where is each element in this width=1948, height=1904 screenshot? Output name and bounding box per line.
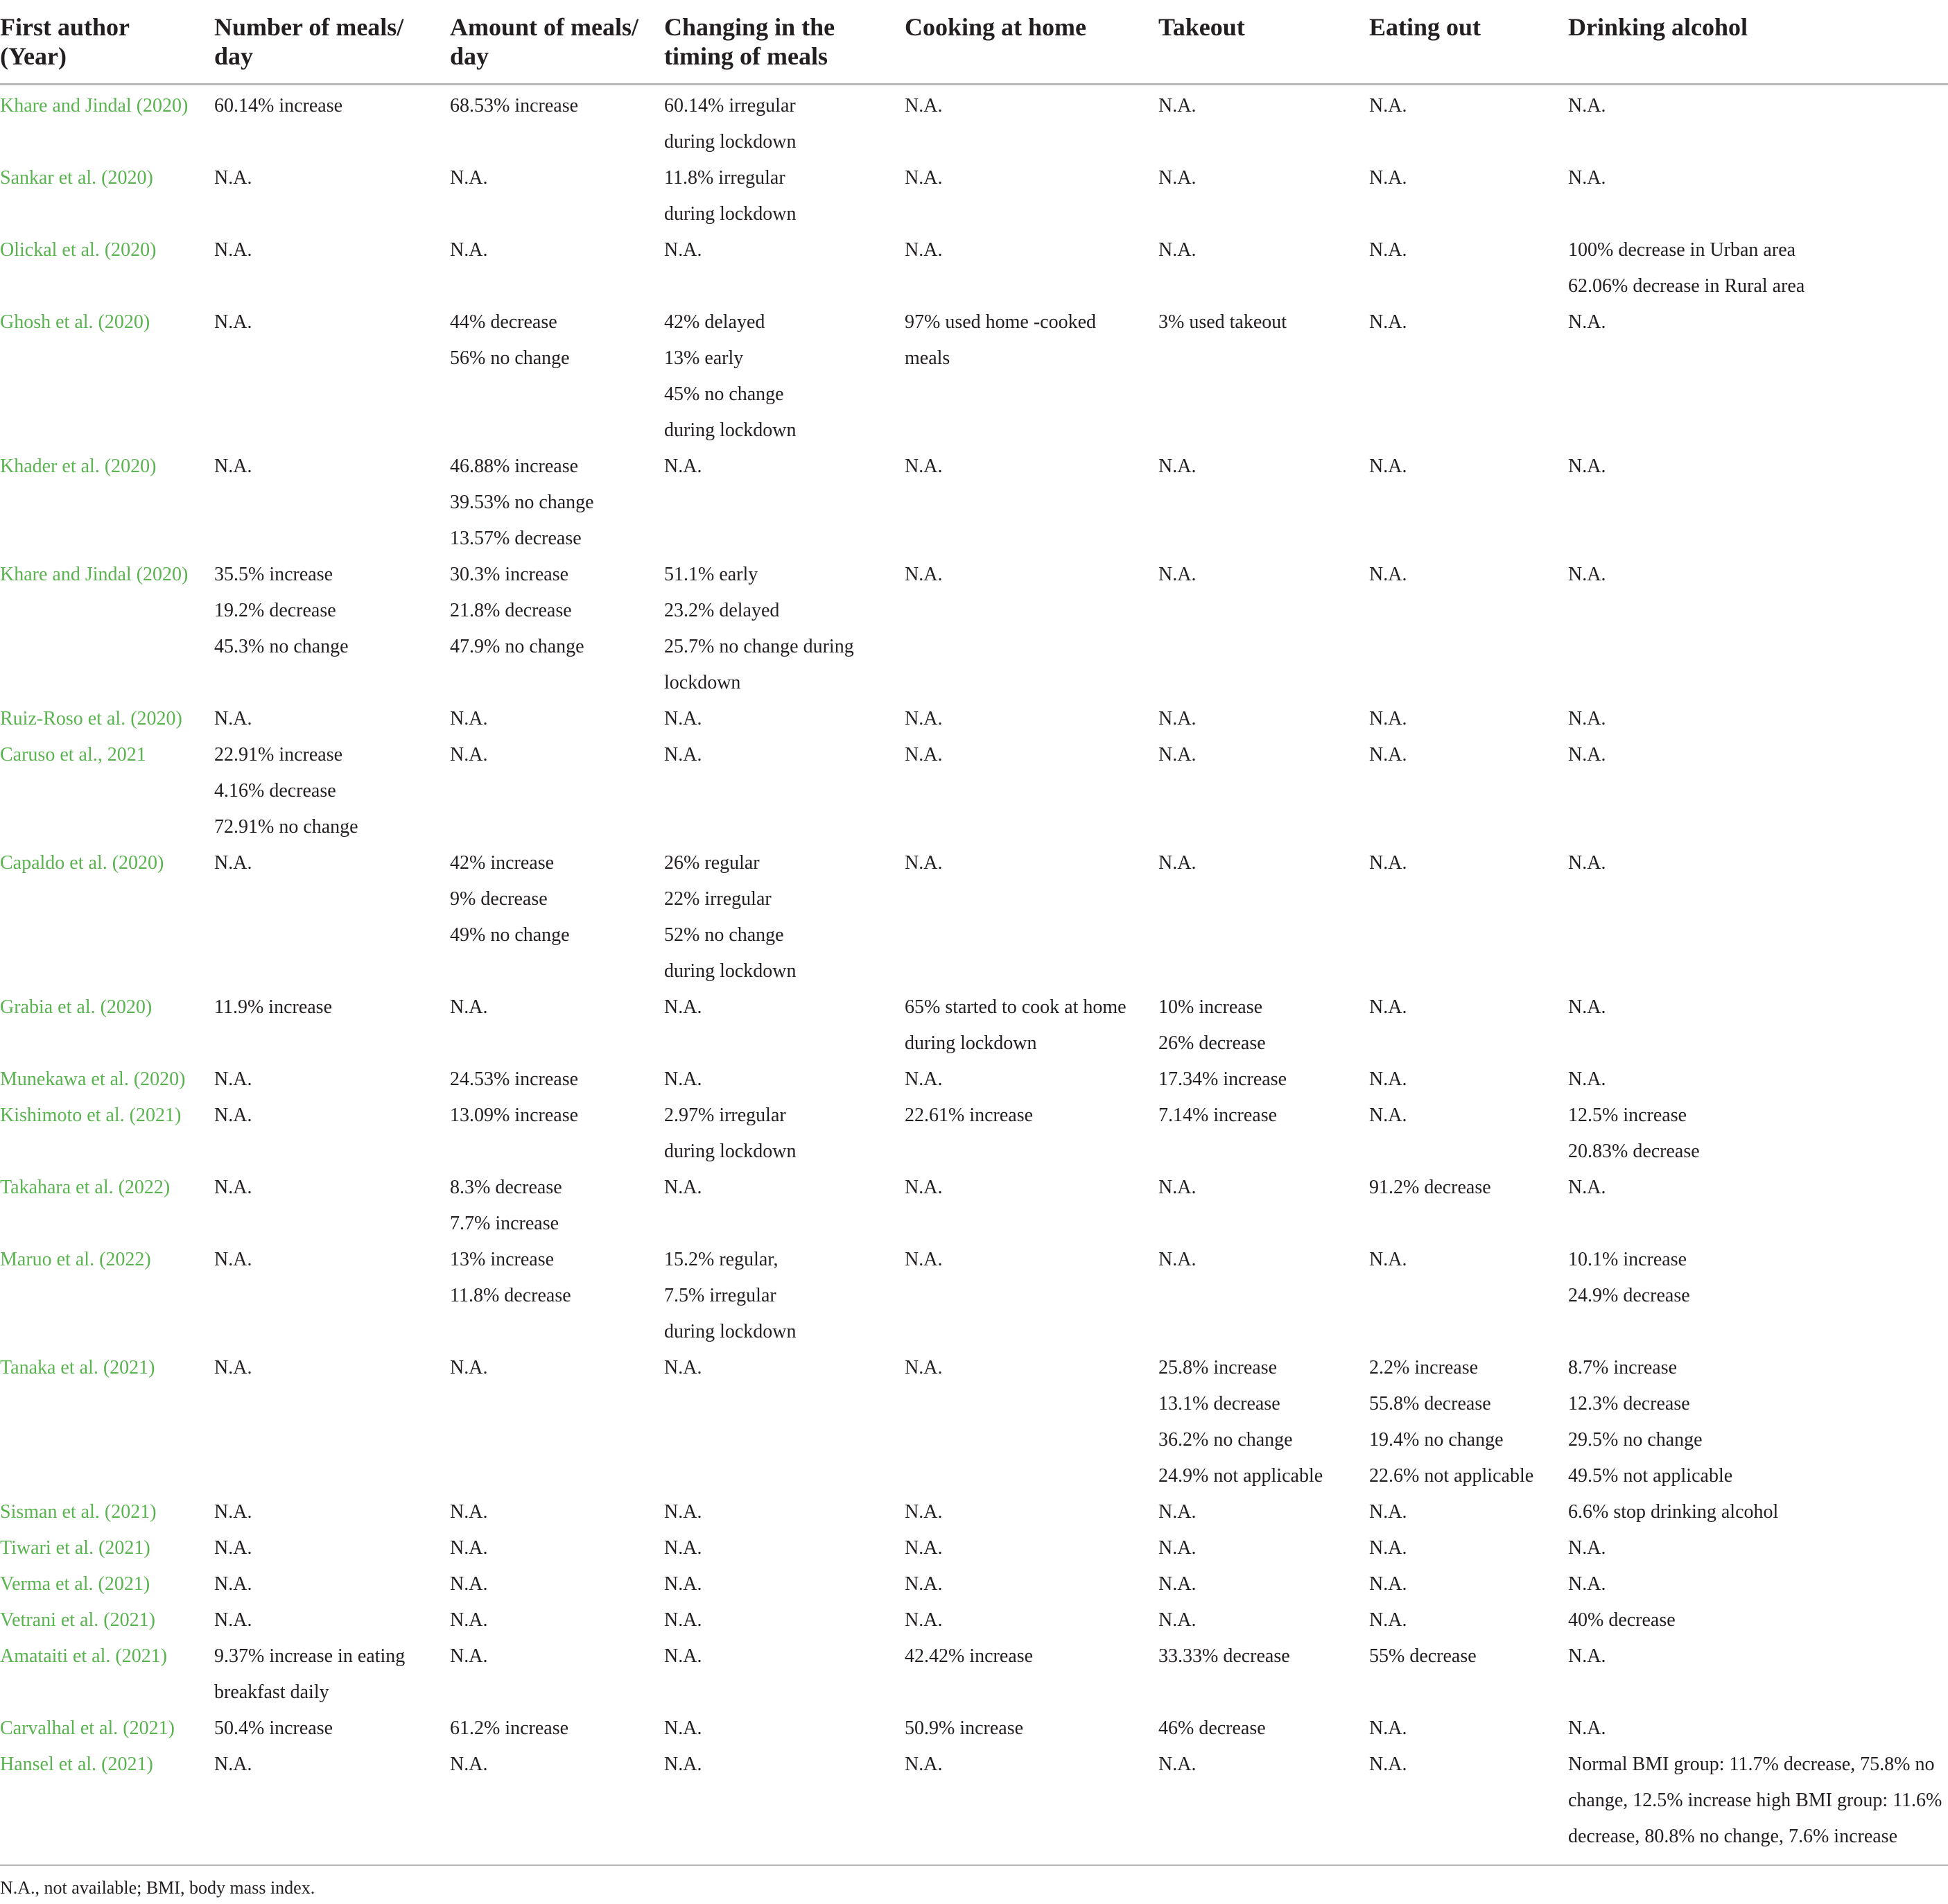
table-row — [0, 1170, 1948, 1242]
cell-timing-of-meals: 42% delayed 13% early 45% no change during lockdown — [664, 311, 797, 441]
cell-takeout: 33.33% decrease — [1158, 1645, 1290, 1667]
cell-number-of-meals: N.A. — [214, 239, 252, 261]
cell-eating-out: N.A. — [1369, 744, 1407, 765]
cell-eating-out: N.A. — [1369, 311, 1407, 333]
cell-drinking-alcohol: 40% decrease — [1568, 1609, 1676, 1631]
cell-number-of-meals: N.A. — [214, 1068, 252, 1090]
cell-cooking-at-home: 50.9% increase — [905, 1717, 1024, 1739]
cell-eating-out: N.A. — [1369, 852, 1407, 874]
cell-takeout: 10% increase 26% decrease — [1158, 996, 1266, 1054]
cell-amount-of-meals: N.A. — [450, 996, 488, 1018]
cell-amount-of-meals: 44% decrease 56% no change — [450, 311, 570, 369]
cell-drinking-alcohol: N.A. — [1568, 996, 1606, 1018]
cell-drinking-alcohol: Normal BMI group: 11.7% decrease, 75.8% no change, 12.5% increase high BMI group: 11.6% decrease, 80.8% no change, 7.6% increase — [1568, 1754, 1942, 1847]
cell-timing-of-meals: 26% regular 22% irregular 52% no change during lockdown — [664, 852, 797, 982]
cell-drinking-alcohol: 8.7% increase 12.3% decrease 29.5% no change 49.5% not applicable — [1568, 1357, 1733, 1487]
cell-first-author[interactable]: Caruso et al., 2021 — [0, 744, 146, 765]
cell-eating-out: N.A. — [1369, 1754, 1407, 1775]
table-row — [0, 1602, 1948, 1638]
cell-amount-of-meals: N.A. — [450, 1501, 488, 1523]
cell-first-author[interactable]: Sankar et al. (2020) — [0, 167, 153, 189]
cell-first-author[interactable]: Grabia et al. (2020) — [0, 996, 153, 1018]
cell-number-of-meals: N.A. — [214, 1573, 252, 1595]
table-row — [0, 160, 1948, 232]
cell-amount-of-meals: 61.2% increase — [450, 1717, 569, 1739]
cell-timing-of-meals: N.A. — [664, 1501, 702, 1523]
cell-eating-out: N.A. — [1369, 996, 1407, 1018]
table-row — [0, 737, 1948, 845]
cell-first-author[interactable]: Vetrani et al. (2021) — [0, 1609, 155, 1631]
cell-amount-of-meals: 42% increase 9% decrease 49% no change — [450, 852, 570, 946]
cell-amount-of-meals: 13% increase 11.8% decrease — [450, 1249, 571, 1306]
table-header-row — [0, 0, 1948, 85]
cell-takeout: 3% used takeout — [1158, 311, 1287, 333]
cell-first-author[interactable]: Capaldo et al. (2020) — [0, 852, 164, 874]
cell-first-author[interactable]: Hansel et al. (2021) — [0, 1754, 153, 1775]
cell-timing-of-meals: N.A. — [664, 1068, 702, 1090]
cell-number-of-meals: N.A. — [214, 1609, 252, 1631]
cell-number-of-meals: N.A. — [214, 167, 252, 189]
cell-drinking-alcohol: N.A. — [1568, 95, 1606, 116]
cell-cooking-at-home: N.A. — [905, 1177, 943, 1198]
cell-eating-out: N.A. — [1369, 1501, 1407, 1523]
cell-timing-of-meals: N.A. — [664, 456, 702, 477]
cell-amount-of-meals: 30.3% increase 21.8% decrease 47.9% no change — [450, 564, 584, 657]
table-footnote: N.A., not available; BMI, body mass index. — [0, 1878, 315, 1898]
cell-first-author[interactable]: Verma et al. (2021) — [0, 1573, 150, 1595]
cell-timing-of-meals: N.A. — [664, 1177, 702, 1198]
cell-eating-out: N.A. — [1369, 239, 1407, 261]
table-row — [0, 232, 1948, 304]
cell-number-of-meals: N.A. — [214, 852, 252, 874]
header-eating-out: Eating out — [1369, 0, 1568, 85]
cell-drinking-alcohol: N.A. — [1568, 564, 1606, 585]
cell-eating-out: 2.2% increase 55.8% decrease 19.4% no change 22.6% not applicable — [1369, 1357, 1534, 1487]
cell-number-of-meals: 11.9% increase — [214, 996, 332, 1018]
cell-cooking-at-home: N.A. — [905, 1573, 943, 1595]
cell-eating-out: N.A. — [1369, 708, 1407, 729]
cell-timing-of-meals: N.A. — [664, 1573, 702, 1595]
cell-number-of-meals: 22.91% increase 4.16% decrease 72.91% no change — [214, 744, 358, 838]
cell-cooking-at-home: N.A. — [905, 1068, 943, 1090]
cell-takeout: N.A. — [1158, 95, 1197, 116]
header-timing-of-meals: Changing in the timing of meals — [664, 0, 905, 85]
cell-eating-out: N.A. — [1369, 1717, 1407, 1739]
table-row — [0, 557, 1948, 701]
cell-eating-out: 91.2% decrease — [1369, 1177, 1491, 1198]
cell-eating-out: N.A. — [1369, 1105, 1407, 1126]
cell-timing-of-meals: N.A. — [664, 1609, 702, 1631]
cell-timing-of-meals: N.A. — [664, 996, 702, 1018]
cell-cooking-at-home: N.A. — [905, 456, 943, 477]
cell-number-of-meals: N.A. — [214, 1249, 252, 1270]
cell-takeout: N.A. — [1158, 1177, 1197, 1198]
cell-first-author[interactable]: Khare and Jindal (2020) — [0, 564, 189, 585]
cell-amount-of-meals: N.A. — [450, 167, 488, 189]
cell-cooking-at-home: N.A. — [905, 1609, 943, 1631]
cell-first-author[interactable]: Takahara et al. (2022) — [0, 1177, 171, 1198]
cell-drinking-alcohol: N.A. — [1568, 1537, 1606, 1559]
table-row — [0, 1530, 1948, 1566]
cell-timing-of-meals: N.A. — [664, 708, 702, 729]
cell-drinking-alcohol: N.A. — [1568, 744, 1606, 765]
cell-first-author[interactable]: Sisman et al. (2021) — [0, 1501, 157, 1523]
cell-amount-of-meals: 46.88% increase 39.53% no change 13.57% decrease — [450, 456, 594, 549]
table-row — [0, 1638, 1948, 1711]
cell-cooking-at-home: N.A. — [905, 1754, 943, 1775]
table-row — [0, 1242, 1948, 1350]
cell-timing-of-meals: N.A. — [664, 1717, 702, 1739]
cell-takeout: N.A. — [1158, 239, 1197, 261]
cell-timing-of-meals: N.A. — [664, 1754, 702, 1775]
cell-first-author[interactable]: Khader et al. (2020) — [0, 456, 157, 477]
cell-takeout: 46% decrease — [1158, 1717, 1266, 1739]
cell-cooking-at-home: N.A. — [905, 852, 943, 874]
cell-number-of-meals: 9.37% increase in eating breakfast daily — [214, 1645, 406, 1703]
cell-cooking-at-home: N.A. — [905, 1537, 943, 1559]
cell-timing-of-meals: 15.2% regular, 7.5% irregular during lockdown — [664, 1249, 797, 1342]
cell-number-of-meals: N.A. — [214, 311, 252, 333]
cell-takeout: 17.34% increase — [1158, 1068, 1287, 1090]
cell-drinking-alcohol: N.A. — [1568, 167, 1606, 189]
cell-drinking-alcohol: N.A. — [1568, 708, 1606, 729]
cell-number-of-meals: N.A. — [214, 1105, 252, 1126]
cell-timing-of-meals: N.A. — [664, 1537, 702, 1559]
cell-first-author[interactable]: Khare and Jindal (2020) — [0, 95, 189, 116]
cell-first-author[interactable]: Ruiz-Roso et al. (2020) — [0, 708, 182, 729]
cell-timing-of-meals: 51.1% early 23.2% delayed 25.7% no change during lockdown — [664, 564, 854, 693]
cell-number-of-meals: 35.5% increase 19.2% decrease 45.3% no change — [214, 564, 349, 657]
cell-number-of-meals: N.A. — [214, 708, 252, 729]
cell-timing-of-meals: N.A. — [664, 1357, 702, 1378]
cell-takeout: N.A. — [1158, 1249, 1197, 1270]
cell-first-author[interactable]: Munekawa et al. (2020) — [0, 1068, 186, 1090]
cell-amount-of-meals: N.A. — [450, 239, 488, 261]
cell-takeout: N.A. — [1158, 1573, 1197, 1595]
cell-drinking-alcohol: N.A. — [1568, 852, 1606, 874]
cell-number-of-meals: 60.14% increase — [214, 95, 343, 116]
cell-amount-of-meals: N.A. — [450, 744, 488, 765]
header-cooking-at-home: Cooking at home — [905, 0, 1158, 85]
cell-amount-of-meals: N.A. — [450, 1754, 488, 1775]
table-row — [0, 1711, 1948, 1747]
cell-cooking-at-home: 42.42% increase — [905, 1645, 1034, 1667]
cell-cooking-at-home: N.A. — [905, 564, 943, 585]
cell-eating-out: N.A. — [1369, 1537, 1407, 1559]
table-row — [0, 845, 1948, 989]
cell-eating-out: N.A. — [1369, 456, 1407, 477]
cell-takeout: 25.8% increase 13.1% decrease 36.2% no change 24.9% not applicable — [1158, 1357, 1323, 1487]
cell-timing-of-meals: 2.97% irregular during lockdown — [664, 1105, 797, 1162]
cell-drinking-alcohol: 100% decrease in Urban area 62.06% decrease in Rural area — [1568, 239, 1805, 297]
table-row — [0, 701, 1948, 737]
cell-number-of-meals: N.A. — [214, 1177, 252, 1198]
cell-number-of-meals: N.A. — [214, 1357, 252, 1378]
cell-amount-of-meals: N.A. — [450, 1537, 488, 1559]
cell-eating-out: N.A. — [1369, 1249, 1407, 1270]
cell-cooking-at-home: 97% used home -cooked meals — [905, 311, 1097, 369]
cell-cooking-at-home: N.A. — [905, 1357, 943, 1378]
cell-eating-out: N.A. — [1369, 1573, 1407, 1595]
table-body — [0, 85, 1948, 1865]
cell-drinking-alcohol: N.A. — [1568, 1645, 1606, 1667]
cell-timing-of-meals: 11.8% irregular during lockdown — [664, 167, 797, 225]
table-row — [0, 85, 1948, 161]
cell-takeout: N.A. — [1158, 564, 1197, 585]
cell-amount-of-meals: N.A. — [450, 1645, 488, 1667]
table-row — [0, 1350, 1948, 1494]
cell-eating-out: 55% decrease — [1369, 1645, 1477, 1667]
cell-cooking-at-home: 22.61% increase — [905, 1105, 1034, 1126]
cell-first-author[interactable]: Tanaka et al. (2021) — [0, 1357, 155, 1378]
cell-number-of-meals: 50.4% increase — [214, 1717, 333, 1739]
cell-takeout: N.A. — [1158, 1609, 1197, 1631]
cell-takeout: N.A. — [1158, 167, 1197, 189]
cell-amount-of-meals: N.A. — [450, 1609, 488, 1631]
cell-first-author[interactable]: Tiwari et al. (2021) — [0, 1537, 150, 1559]
table-row — [0, 1494, 1948, 1530]
cell-number-of-meals: N.A. — [214, 456, 252, 477]
cell-cooking-at-home: N.A. — [905, 708, 943, 729]
cell-drinking-alcohol: N.A. — [1568, 1717, 1606, 1739]
cell-amount-of-meals: N.A. — [450, 708, 488, 729]
cell-eating-out: N.A. — [1369, 167, 1407, 189]
table-row — [0, 1566, 1948, 1602]
table-row — [0, 989, 1948, 1062]
cell-first-author[interactable]: Amataiti et al. (2021) — [0, 1645, 168, 1667]
cell-drinking-alcohol: 12.5% increase 20.83% decrease — [1568, 1105, 1700, 1162]
cell-number-of-meals: N.A. — [214, 1754, 252, 1775]
table-row — [0, 304, 1948, 449]
cell-takeout: N.A. — [1158, 1537, 1197, 1559]
cell-amount-of-meals: 24.53% increase — [450, 1068, 579, 1090]
cell-amount-of-meals: N.A. — [450, 1573, 488, 1595]
cell-cooking-at-home: N.A. — [905, 1501, 943, 1523]
table-row — [0, 1747, 1948, 1864]
header-number-of-meals: Number of meals/ day — [214, 0, 450, 85]
cell-drinking-alcohol: N.A. — [1568, 1177, 1606, 1198]
cell-timing-of-meals: N.A. — [664, 744, 702, 765]
cell-amount-of-meals: N.A. — [450, 1357, 488, 1378]
header-drinking-alcohol: Drinking alcohol — [1568, 0, 1948, 85]
cell-amount-of-meals: 68.53% increase — [450, 95, 579, 116]
cell-takeout: N.A. — [1158, 852, 1197, 874]
cell-cooking-at-home: N.A. — [905, 1249, 943, 1270]
cell-eating-out: N.A. — [1369, 564, 1407, 585]
cell-amount-of-meals: 8.3% decrease 7.7% increase — [450, 1177, 562, 1234]
cell-timing-of-meals: N.A. — [664, 1645, 702, 1667]
header-takeout: Takeout — [1158, 0, 1369, 85]
cell-takeout: 7.14% increase — [1158, 1105, 1278, 1126]
table-row — [0, 1098, 1948, 1170]
cell-eating-out: N.A. — [1369, 1609, 1407, 1631]
cell-takeout: N.A. — [1158, 1754, 1197, 1775]
table-row — [0, 1062, 1948, 1098]
cell-first-author[interactable]: Maruo et al. (2022) — [0, 1249, 151, 1270]
cell-drinking-alcohol: N.A. — [1568, 311, 1606, 333]
cell-cooking-at-home: N.A. — [905, 744, 943, 765]
cell-cooking-at-home: N.A. — [905, 95, 943, 116]
cell-timing-of-meals: 60.14% irregular during lockdown — [664, 95, 797, 153]
cell-drinking-alcohol: 6.6% stop drinking alcohol — [1568, 1501, 1779, 1523]
cell-timing-of-meals: N.A. — [664, 239, 702, 261]
cell-takeout: N.A. — [1158, 456, 1197, 477]
cell-takeout: N.A. — [1158, 744, 1197, 765]
cell-first-author[interactable]: Carvalhal et al. (2021) — [0, 1717, 175, 1739]
header-first-author: First author (Year) — [0, 0, 214, 85]
cell-cooking-at-home: 65% started to cook at home during lockdown — [905, 996, 1127, 1054]
cell-drinking-alcohol: N.A. — [1568, 456, 1606, 477]
cell-drinking-alcohol: 10.1% increase 24.9% decrease — [1568, 1249, 1690, 1306]
cell-first-author[interactable]: Kishimoto et al. (2021) — [0, 1105, 182, 1126]
header-amount-of-meals: Amount of meals/ day — [450, 0, 664, 85]
cell-eating-out: N.A. — [1369, 1068, 1407, 1090]
cell-drinking-alcohol: N.A. — [1568, 1068, 1606, 1090]
cell-takeout: N.A. — [1158, 708, 1197, 729]
cell-cooking-at-home: N.A. — [905, 239, 943, 261]
cell-takeout: N.A. — [1158, 1501, 1197, 1523]
cell-eating-out: N.A. — [1369, 95, 1407, 116]
cell-drinking-alcohol: N.A. — [1568, 1573, 1606, 1595]
cell-first-author[interactable]: Olickal et al. (2020) — [0, 239, 157, 261]
cell-cooking-at-home: N.A. — [905, 167, 943, 189]
table-row — [0, 449, 1948, 557]
cell-amount-of-meals: 13.09% increase — [450, 1105, 579, 1126]
cell-first-author[interactable]: Ghosh et al. (2020) — [0, 311, 150, 333]
cell-number-of-meals: N.A. — [214, 1501, 252, 1523]
cell-number-of-meals: N.A. — [214, 1537, 252, 1559]
